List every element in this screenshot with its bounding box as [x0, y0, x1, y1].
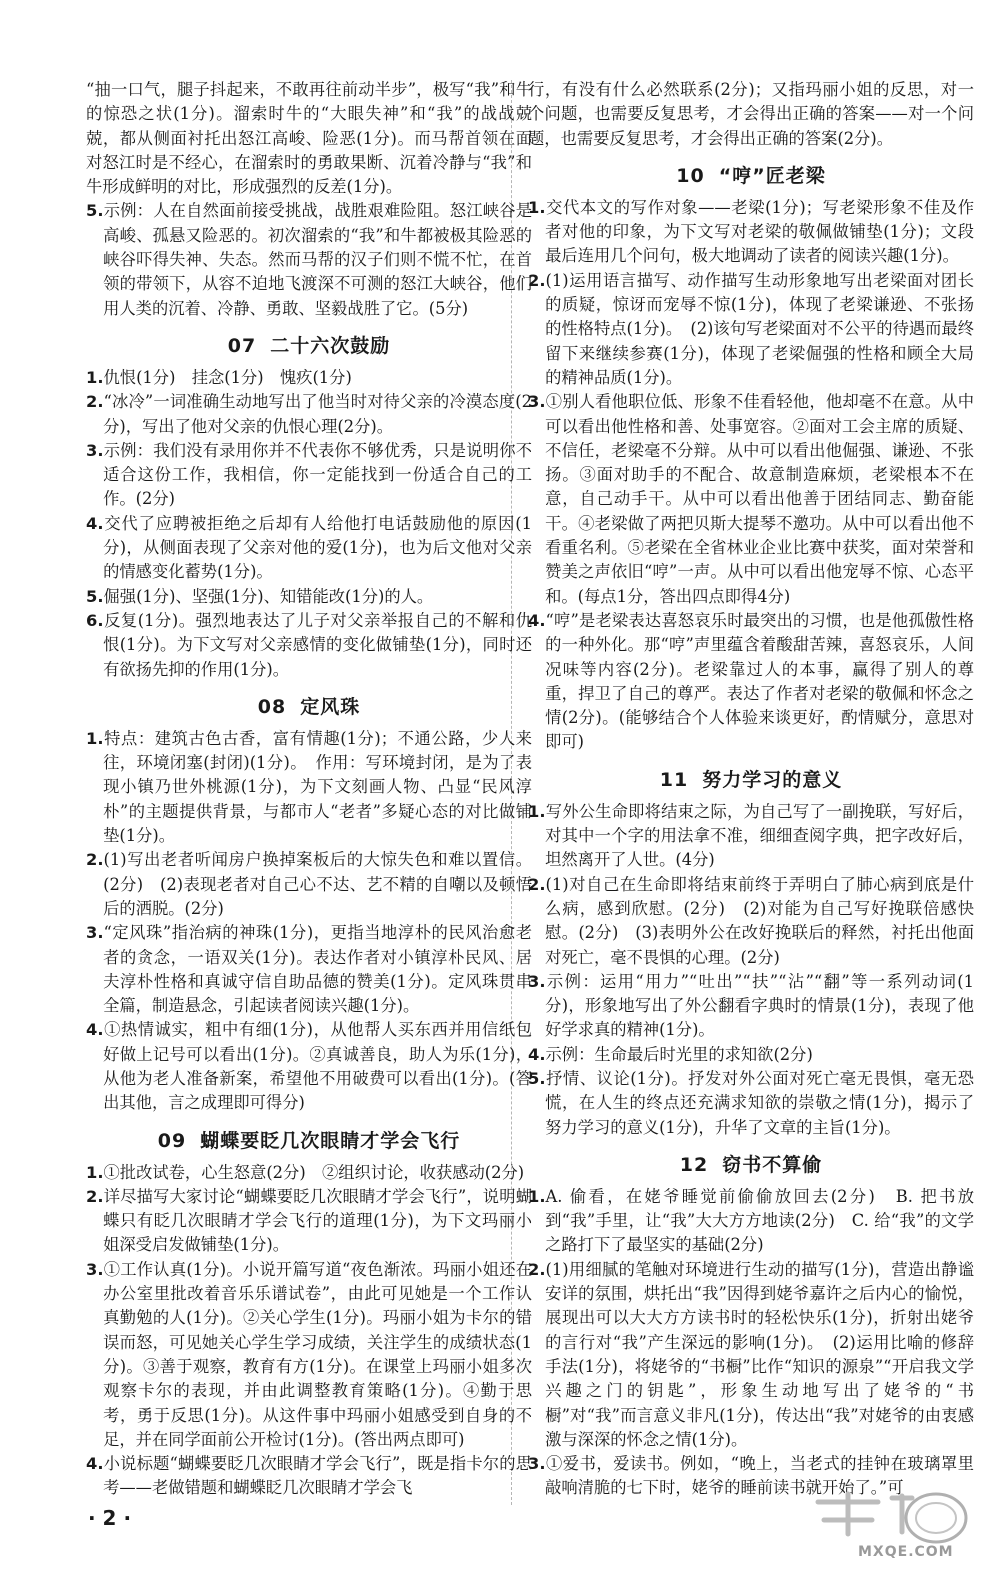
item-text: 示例：运用“用力”“吐出”“扶”“沾”“翻”等一系列动词(1分)，形象地写出了外公翻看字典时的情景(1分)，表现了他好学求真的精神(1分)。: [545, 971, 974, 1040]
item-text: (1)对自己在生命即将结束前终于弄明白了肺心病到底是什么病，感到欣慰。(2分) (2)对能为自己写好挽联倍感快慰。(2分) (3)表明外公在改好挽联后的释然，衬托出他面对死亡，毫不畏惧的心理。(2分): [545, 874, 974, 967]
item-number: 4.: [86, 1454, 104, 1474]
section-12: [528, 1150, 974, 1501]
section-number: 11: [659, 768, 689, 791]
item-text: 写外公生命即将结束之际，为自己写了一副挽联，写好后，对其中一个字的用法拿不准，细细查阅字典，把字改好后，坦然离开了人世。(4分): [545, 801, 974, 870]
right-column: [528, 78, 974, 1501]
answer-item: [528, 1043, 974, 1067]
page-number: · 2 ·: [88, 1506, 132, 1530]
section-heading: [528, 161, 974, 188]
item-number: 6.: [86, 610, 104, 630]
answer-item: [86, 921, 532, 1018]
answer-item: [528, 800, 974, 873]
answer-item: [528, 1185, 974, 1258]
item-text: ①批改试卷，心生怒意(2分) ②组织讨论，收获感动(2分): [103, 1162, 525, 1182]
item-number: 3.: [528, 392, 546, 412]
section-title: 努力学习的意义: [702, 768, 843, 791]
item-number: 3.: [86, 440, 104, 460]
answer-item: [528, 1258, 974, 1452]
section-10: [528, 161, 974, 755]
answer-item: [86, 199, 532, 320]
answer-item: [86, 727, 532, 848]
item-number: 4.: [86, 1020, 104, 1040]
item-number: 5.: [528, 1068, 546, 1088]
section-heading: [86, 1126, 532, 1153]
section-heading: [86, 331, 532, 358]
section-number: 10: [676, 164, 705, 187]
section-title: 蝴蝶要眨几次眼睛才学会飞行: [200, 1129, 461, 1152]
answer-item: [86, 609, 532, 682]
section-title: 二十六次鼓励: [270, 334, 391, 357]
item-text: 抒情、议论(1分)。抒发对外公面对死亡毫无畏惧，毫无恐慌，在人生的终点还充满求知欲的崇敬之情(1分)，揭示了努力学习的意义(1分)，升华了文章的主旨(1分)。: [545, 1068, 974, 1137]
item-number: 1.: [528, 801, 546, 821]
item-number: 1.: [528, 1186, 546, 1206]
answer-item: [528, 970, 974, 1043]
item-text: 反复(1分)。强烈地表达了儿子对父亲举报自己的不解和仇恨(1分)。为下文写对父亲感情的变化做铺垫(1分)，同时还有欲扬先抑的作用(1分)。: [103, 610, 532, 679]
section-09: [86, 1126, 532, 1501]
watermark-text: MXQE.COM: [858, 1544, 954, 1560]
item-text: 交代本文的写作对象——老梁(1分)；写老梁形象不佳及作者对他的印象，为下文写对老梁的敬佩做铺垫(1分)；文段最后连用几个问句，极大地调动了读者的阅读兴趣(1分)。: [545, 197, 974, 266]
item-number: 3.: [528, 971, 546, 991]
watermark-logo: [808, 1490, 978, 1568]
item-text: 详尽描写大家讨论“蝴蝶要眨几次眼睛才学会飞行”，说明蝴蝶只有眨几次眼睛才学会飞行的道理(1分)，为下文玛丽小姐深受启发做铺垫(1分)。: [103, 1186, 532, 1255]
item-number: 2.: [86, 850, 104, 870]
item-text: 交代了应聘被拒绝之后却有人给他打电话鼓励他的原因(1分)，从侧面表现了父亲对他的爱(1分)，也为后文他对父亲的情感变化蓄势(1分)。: [103, 513, 532, 582]
item-number: 5.: [86, 201, 104, 221]
answer-item: [86, 1018, 532, 1115]
item-number: 2.: [86, 1186, 104, 1206]
item-text: “冰冷”一词准确生动地写出了他当时对待父亲的冷漠态度(2分)，写出了他对父亲的仇恨心理(2分)。: [103, 392, 532, 436]
section-number: 12: [679, 1153, 709, 1176]
answer-item: [86, 848, 532, 921]
section-11: [528, 765, 974, 1140]
item-number: 2.: [528, 874, 546, 894]
item-text: “定风珠”指治病的神珠(1分)，更指当地淳朴的民风治愈老者的贪念，一语双关(1分)。表达作者对小镇淳朴民风、居夫淳朴性格和真诚守信自助品德的赞美(1分)。定风珠贯串全篇，制造悬念，引起读者阅读兴趣(1分)。: [103, 923, 532, 1016]
answer-item: [528, 609, 974, 755]
item-text: 小说标题“蝴蝶要眨几次眼睛才学会飞行”，既是指卡尔的思考——老做错题和蝴蝶眨几次眼睛才学会飞: [103, 1454, 532, 1498]
item-text: 示例：人在自然面前接受挑战，战胜艰难险阻。怒江峡谷是高峻、孤悬又险恶的。初次溜索的“我”和牛都被极其险恶的峡谷吓得失神、失态。然而马帮的汉子们则不慌不忙，在首领的带领下，从容不迫地飞渡深不可测的怒江大峡谷，他们用人类的沉着、冷静、勇敢、坚毅战胜了它。(5分): [103, 201, 532, 318]
item-text: ①热情诚实，粗中有细(1分)，从他帮人买东西并用信纸包好做上记号可以看出(1分)。②真诚善良，助人为乐(1分)，从他为老人准备新案，希望他不用破费可以看出(1分)。(答出其他，言之成理即可得分): [103, 1020, 532, 1113]
answer-item: [86, 366, 532, 390]
item-number: 4.: [528, 1044, 546, 1064]
answer-item: [528, 269, 974, 390]
item-number: 5.: [86, 586, 104, 606]
section-title: 定风珠: [300, 695, 361, 718]
answer-item: [528, 196, 974, 269]
item-text: (1)写出老者听闻房户换掉案板后的大惊失色和难以置信。(2分) (2)表现老者对自己心不达、艺不精的自嘲以及顿悟后的洒脱。(2分): [103, 850, 532, 918]
answer-item: [528, 1067, 974, 1140]
answer-item: [86, 390, 532, 439]
answer-item: [86, 512, 532, 585]
item-number: 3.: [86, 923, 104, 943]
section-08: [86, 692, 532, 1116]
item-text: ①工作认真(1分)。小说开篇写道“夜色渐浓。玛丽小姐还在办公室里批改着音乐乐谱试卷”，由此可见她是一个工作认真勤勉的人(1分)。②关心学生(1分)。玛丽小姐为卡尔的错误而怒，可见她关心学生学习成绩，关注学生的成绩状态(1分)。③善于观察，教育有方(1分)。在课堂上玛丽小姐多次观察卡尔的表现，并由此调整教育策略(1分)。④勤于思考，勇于反思(1分)。从这件事中玛丽小姐感受到自身的不足，并在同学面前公开检讨(1分)。(答出两点即可): [103, 1259, 532, 1449]
item-text: (1)运用语言描写、动作描写生动形象地写出老梁面对团长的质疑，惊讶而宠辱不惊(1分)，体现了老梁谦逊、不张扬的性格特点(1分)。 (2)该句写老梁面对不公平的待遇而最终留下来继续参赛(1分)，体现了老梁倔强的性格和顾全大局的精神品质(1分)。: [545, 270, 974, 387]
item-text: ①别人看他职位低、形象不佳看轻他，他却毫不在意。从中可以看出他性格和善、处事宽容。②面对工会主席的质疑、不信任，老梁毫不分辩。从中可以看出他倔强、谦逊、不张扬。③面对助手的不配合、故意制造麻烦，老梁根本不在意，自己动手干。从中可以看出他善于团结同志、勤奋能干。④老梁做了两把贝斯大提琴不邀功。从中可以看出他不看重名利。⑤老梁在全省林业企业比赛中获奖，面对荣誉和赞美之声依旧“哼”一声。从中可以看出他宠辱不惊、心态平和。(每点1分，答出四点即得4分): [545, 392, 974, 606]
section-heading: [528, 765, 974, 792]
item-text: 示例：我们没有录用你并不代表你不够优秀，只是说明你不适合这份工作，我相信，你一定能找到一份适合自己的工作。(2分): [103, 440, 532, 509]
item-text: “哼”是老梁表达喜怒哀乐时最突出的习惯，也是他孤傲性格的一种外化。那“哼”声里蕴含着酸甜苦辣，喜怒哀乐，人间况味等内容(2分)。老梁靠过人的本事，赢得了别人的尊重，捍卫了自己的尊严。表达了作者对老梁的敬佩和怀念之情(2分)。(能够结合个人体验来谈更好，酌情赋分，意思对即可): [545, 610, 974, 752]
item-text: 示例：生命最后时光里的求知欲(2分): [545, 1044, 813, 1064]
section-title: 窃书不算偷: [722, 1153, 823, 1176]
section-title: “哼”匠老梁: [718, 164, 826, 187]
answer-item: [86, 585, 532, 609]
answer-item: [86, 439, 532, 512]
item-text: (1)用细腻的笔触对环境进行生动的描写(1分)，营造出静谧安详的氛围，烘托出“我”因得到姥爷嘉许之后内心的愉悦，展现出可以大大方方读书时的轻松快乐(1分)，折射出姥爷的言行对“我”产生深远的影响(1分)。 (2)运用比喻的修辞手法(1分)，将姥爷的“书橱”比作“知识的源泉”“开启我文学兴趣之门的钥匙”，形象生动地写出了姥爷的“书橱”对“我”而言意义非凡(1分)，传达出“我”对姥爷的由衷感激与深深的怀念之情(1分)。: [545, 1259, 974, 1449]
item-number: 1.: [86, 728, 104, 748]
item-text: 特点：建筑古色古香，富有情趣(1分)；不通公路，少人来往，环境闭塞(封闭)(1分)。 作用：写环境封闭，是为了表现小镇乃世外桃源(1分)，为下文刻画人物、凸显“民风淳朴”的主题提供背景，与都市人“老者”多疑心态的对比做铺垫(1分)。: [103, 728, 532, 846]
intro-paragraph: “抽一口气，腿子抖起来，不敢再往前动半步”，极写“我”和牛的惊恐之状(1分)。溜索时牛的“大眼失神”和“我”的战战兢兢，都从侧面衬托出怒江高峻、险恶(1分)。而马帮首领在面对怒江时是不经心，在溜索时的勇敢果断、沉着冷静与“我”和牛形成鲜明的对比，形成强烈的反差(1分)。: [86, 80, 532, 197]
item-number: 1.: [86, 1162, 104, 1182]
section-heading: [86, 692, 532, 719]
item-number: 1.: [86, 367, 104, 387]
answer-item: [86, 1161, 532, 1185]
item-number: 2.: [86, 392, 104, 412]
item-number: 4.: [528, 610, 546, 630]
answer-item: [528, 390, 974, 609]
watermark-logo-icon: [808, 1490, 978, 1546]
answer-item: [86, 1185, 532, 1258]
section-07: [86, 331, 532, 682]
item-text: 倔强(1分)、坚强(1分)、知错能改(1分)的人。: [103, 586, 434, 606]
item-number: 2.: [528, 270, 546, 290]
answer-item: [528, 873, 974, 970]
left-column: [86, 78, 532, 1501]
item-text: ①爱书，爱读书。例如，“晚上，当老式的挂钟在玻璃罩里敲响清脆的七下时，姥爷的睡前读书就开始了。”可: [545, 1454, 974, 1498]
answer-item: [86, 1452, 532, 1501]
section-number: 08: [257, 695, 287, 718]
item-number: 1.: [528, 197, 546, 217]
section-number: 09: [157, 1129, 187, 1152]
section-number: 07: [227, 334, 257, 357]
answer-item: [86, 1258, 532, 1452]
section-heading: [528, 1150, 974, 1177]
item-text: A. 偷看，在姥爷睡觉前偷偷放回去(2分) B. 把书放到“我”手里，让“我”大大方方地读(2分) C. 给“我”的文学之路打下了最坚实的基础(2分): [545, 1186, 974, 1255]
item-number: 2.: [528, 1259, 546, 1279]
item-text: 仇恨(1分) 挂念(1分) 愧疚(1分): [103, 367, 352, 387]
intro-paragraph: 行，有没有什么必然联系(2分)；又指玛丽小姐的反思，对一个问题，也需要反复思考，才会得出正确的答案——对一个问题，也需要反复思考，才会得出正确的答案(2分)。: [528, 80, 974, 148]
item-number: 4.: [86, 513, 104, 533]
item-number: 3.: [86, 1259, 104, 1279]
item-number: 3.: [528, 1454, 546, 1474]
